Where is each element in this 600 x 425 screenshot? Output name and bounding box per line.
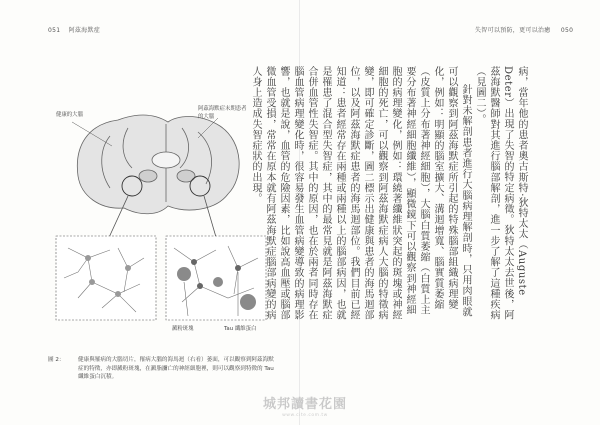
watermark-title: 城邦讀書花園	[262, 397, 347, 412]
paragraph-1: 病，當年他的患者奧古斯特·狄特太太（Auguste Deter）出現了失智的特定病徵。狄特太太去世後，阿茲海默醫師對其進行腦部解剖，進一步了解了這種疾病（見圖二）。	[474, 66, 527, 321]
left-running-head	[48, 25, 100, 34]
label-ad-brain-line2: 的大腦	[198, 114, 215, 120]
right-page	[250, 0, 600, 425]
left-running-title: 阿茲海默症	[68, 27, 101, 34]
label-ad-brain: 阿茲海默症末期患者	[198, 106, 247, 112]
label-amyloid-plaques: 澱粉斑塊	[172, 326, 194, 332]
brain-figure	[48, 98, 274, 348]
brain-slice	[77, 115, 239, 214]
right-running-head	[475, 25, 579, 34]
right-page-number: 050	[560, 27, 574, 34]
amyloid-plaque	[177, 267, 191, 281]
brain-illustration	[48, 98, 274, 348]
watermark-url: www.cite.com.tw	[282, 413, 328, 418]
caption-text: 健康與罹病的大腦切片，罹病大腦的海馬迴（右看）萎面，可以觀察到阿茲海默症的特徵，亦即澱粉斑塊，在澱脂瀰亡的神經細胞裡，則可以觀察到特徵的 Tau 纖維蛋白沉積。	[78, 357, 274, 381]
paragraph-2: 針對未解剖患者進行大腦病理解剖時，只用肉眼就可以觀察到阿茲海默症所引起的特殊腦部組織病理變化，例如：明顯的腦室擴大、溝迴增寬、腦實質萎縮（皮質上分布著神經細胞），大腦白質萎縮（白質上主要分布著神經細胞纖維），顯微鏡下可以觀察到神經細胞的病理變化，例如：環繞著纖維狀突起的斑塊或神經細胞的死亡，可以觀察到阿茲海默症病人大腦的特徵病變，即可確定診斷，圖二標示出健康與患者的海馬迴部位，以及阿茲海默症患者的海馬迴部位。我們目前已經知道：患者經常存在兩種或兩種以上的腦部病因，也就是罹患了混合型失智症，其中的最常見就是阿茲海默症合併血管性失智症。其中的原因，也在於兩者同時存在腦血管病理變化時，很容易發生血管病變導致的病理影響，也就是說，血管的危險因素，比如說高血壓或腦部微血管受損，常常在原本就有阿茲海默症腦部病變的病人身上造成失智症狀的出現。	[250, 66, 471, 321]
publisher-watermark	[230, 393, 380, 418]
left-page-number: 051	[48, 27, 61, 34]
right-running-title: 失智可以預防，更可以治癒	[475, 27, 551, 34]
label-healthy-brain: 健康的大腦	[56, 112, 83, 118]
label-tau-tangles: Tau 纖維蛋白	[224, 326, 257, 332]
figure-caption	[48, 356, 274, 382]
amyloid-plaque	[213, 277, 223, 287]
healthy-neurons-panel	[56, 236, 156, 320]
body-text	[248, 66, 528, 321]
caption-tag: 圖 2：	[48, 357, 65, 363]
